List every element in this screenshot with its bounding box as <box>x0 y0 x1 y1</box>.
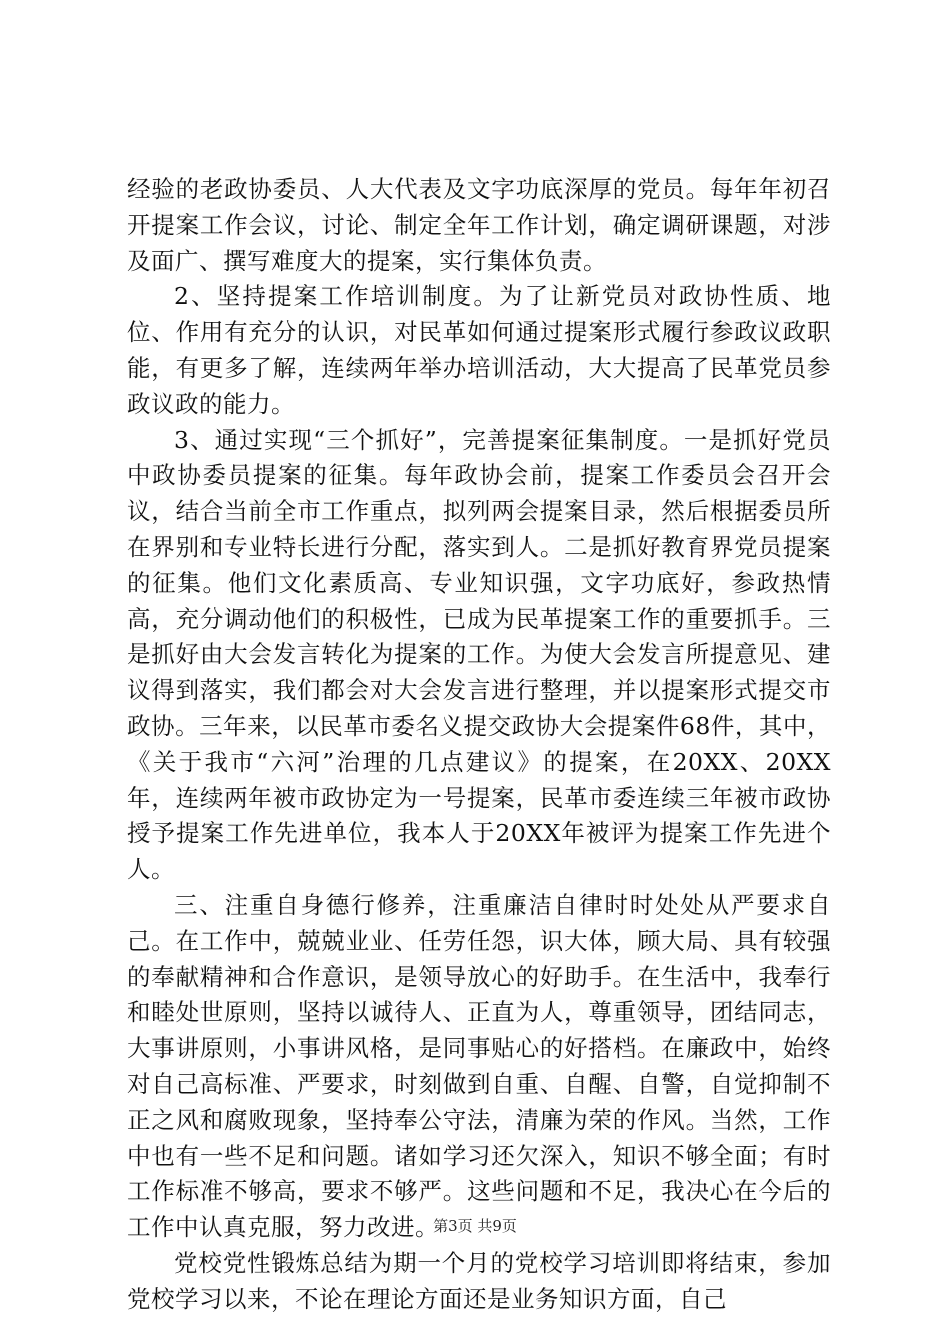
paragraph-5: 党校党性锻炼总结为期一个月的党校学习培训即将结束，参加党校学习以来，不论在理论方面还是业务知识方面，自己 <box>127 1248 831 1313</box>
paragraph-2: 2、坚持提案工作培训制度。为了让新党员对政协性质、地位、作用有充分的认识，对民革如何通过提案形式履行参政议政职能，有更多了解，连续两年举办培训活动，大大提高了民革党员参政议政的能力。 <box>127 282 831 418</box>
paragraph-1: 经验的老政协委员、人大代表及文字功底深厚的党员。每年年初召开提案工作会议，讨论、制定全年工作计划，确定调研课题，对涉及面广、撰写难度大的提案，实行集体负责。 <box>127 175 831 275</box>
paragraph-4: 三、注重自身德行修养，注重廉洁自律时时处处从严要求自己。在工作中，兢兢业业、任劳任怨，识大体，顾大局、具有较强的奉献精神和合作意识，是领导放心的好助手。在生活中，我奉行和睦处世原则，坚持以诚待人、正直为人，尊重领导，团结同志，大事讲原则，小事讲风格，是同事贴心的好搭档。在廉政中，始终对自己高标准、严要求，时刻做到自重、自醒、自警，自觉抑制不正之风和腐败现象，坚持奉公守法，清廉为荣的作风。当然，工作中也有一些不足和问题。诸如学习还欠深入，知识不够全面；有时工作标准不够高，要求不够严。这些问题和不足，我决心在今后的工作中认真克服，努力改进。 <box>127 890 831 1242</box>
page-number-footer: 第3页 共9页 <box>433 1217 517 1235</box>
paragraph-3: 3、通过实现“三个抓好”，完善提案征集制度。一是抓好党员中政协委员提案的征集。每年政协会前，提案工作委员会召开会议，结合当前全市工作重点，拟列两会提案目录，然后根据委员所在界别和专业特长进行分配，落实到人。二是抓好教育界党员提案的征集。他们文化素质高、专业知识强，文字功底好，参政热情高，充分调动他们的积极性，已成为民革提案工作的重要抓手。三是抓好由大会发言转化为提案的工作。为使大会发言所提意见、建议得到落实，我们都会对大会发言进行整理，并以提案形式提交市政协。三年来，以民革市委名义提交政协大会提案件68件，其中，《关于我市“六河”治理的几点建议》的提案，在20XX、20XX年，连续两年被市政协定为一号提案，民革市委连续三年被市政协授予提案工作先进单位，我本人于20XX年被评为提案工作先进个人。 <box>127 425 831 884</box>
document-body <box>127 172 831 1318</box>
